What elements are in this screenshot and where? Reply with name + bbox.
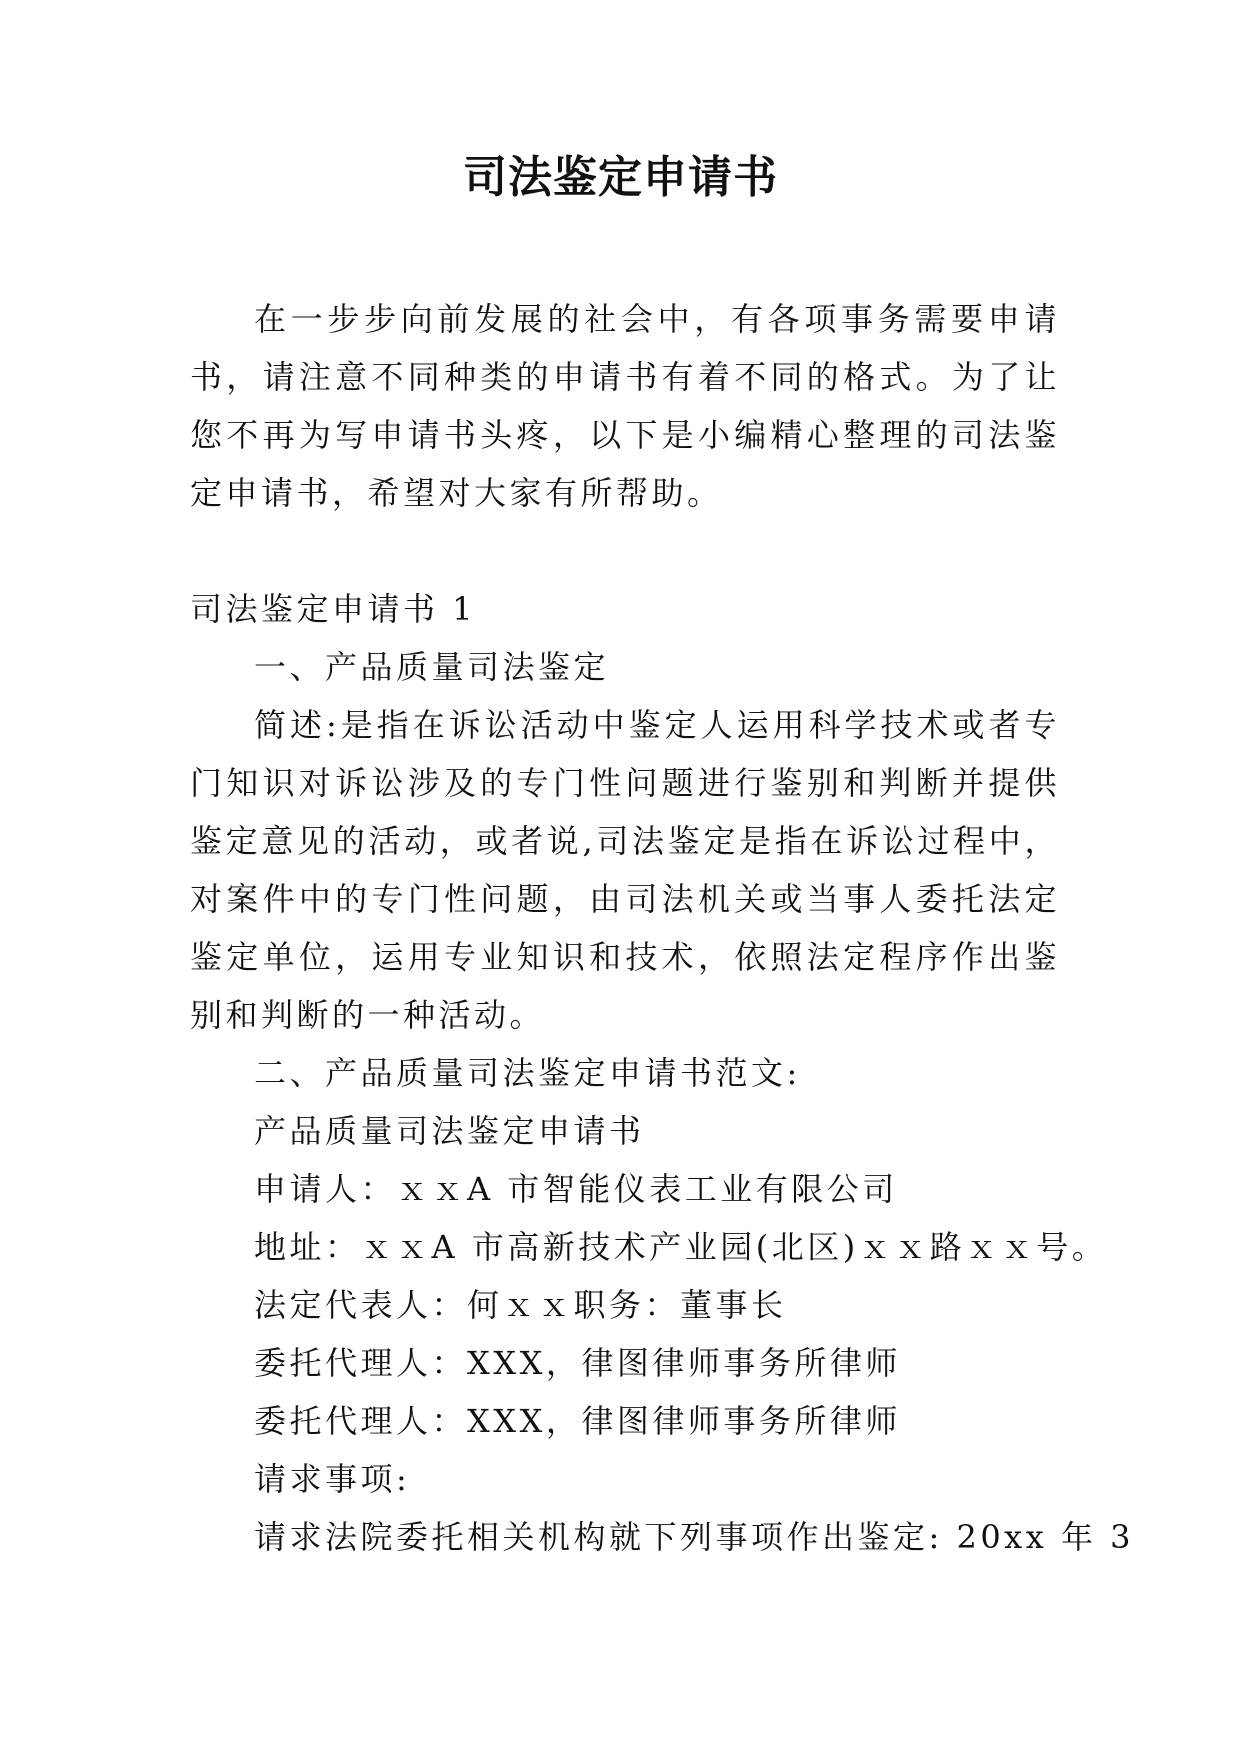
section-heading: 司法鉴定申请书 1 [190,590,477,628]
document-body [190,290,1134,1566]
request-label: 请求事项: [254,1460,411,1498]
agent-line-2: 委托代理人：XXX，律图律师事务所律师 [254,1402,901,1440]
applicant-line: 申请人：ｘｘA 市智能仪表工业有限公司 [254,1170,898,1208]
item-2-heading: 二、产品质量司法鉴定申请书范文: [254,1054,801,1092]
paragraph-spacer [190,522,1060,580]
agent-line-1: 委托代理人：XXX，律图律师事务所律师 [254,1344,901,1382]
item-1-body: 简述:是指在诉讼活动中鉴定人运用科学技术或者专门知识对诉讼涉及的专门性问题进行鉴别和判断并提供鉴定意见的活动，或者说,司法鉴定是指在诉讼过程中，对案件中的专门性问题，由司法机关或当事人委托法定鉴定单位，运用专业知识和技术，依照法定程序作出鉴别和判断的一种活动。 [190,706,1060,1034]
request-text: 请求法院委托相关机构就下列事项作出鉴定: 20xx 年 3 [254,1518,1134,1556]
intro-paragraph: 在一步步向前发展的社会中，有各项事务需要申请书，请注意不同种类的申请书有着不同的格式。为了让您不再为写申请书头疼，以下是小编精心整理的司法鉴定申请书，希望对大家有所帮助。 [190,300,1060,512]
sample-title: 产品质量司法鉴定申请书 [254,1112,645,1150]
item-1-heading: 一、产品质量司法鉴定 [254,648,610,686]
document-title: 司法鉴定申请书 [463,152,778,203]
legal-representative-line: 法定代表人：何ｘｘ职务：董事长 [254,1286,787,1324]
address-line: 地址：ｘｘA 市高新技术产业园(北区)ｘｘ路ｘｘ号。 [254,1228,1108,1266]
